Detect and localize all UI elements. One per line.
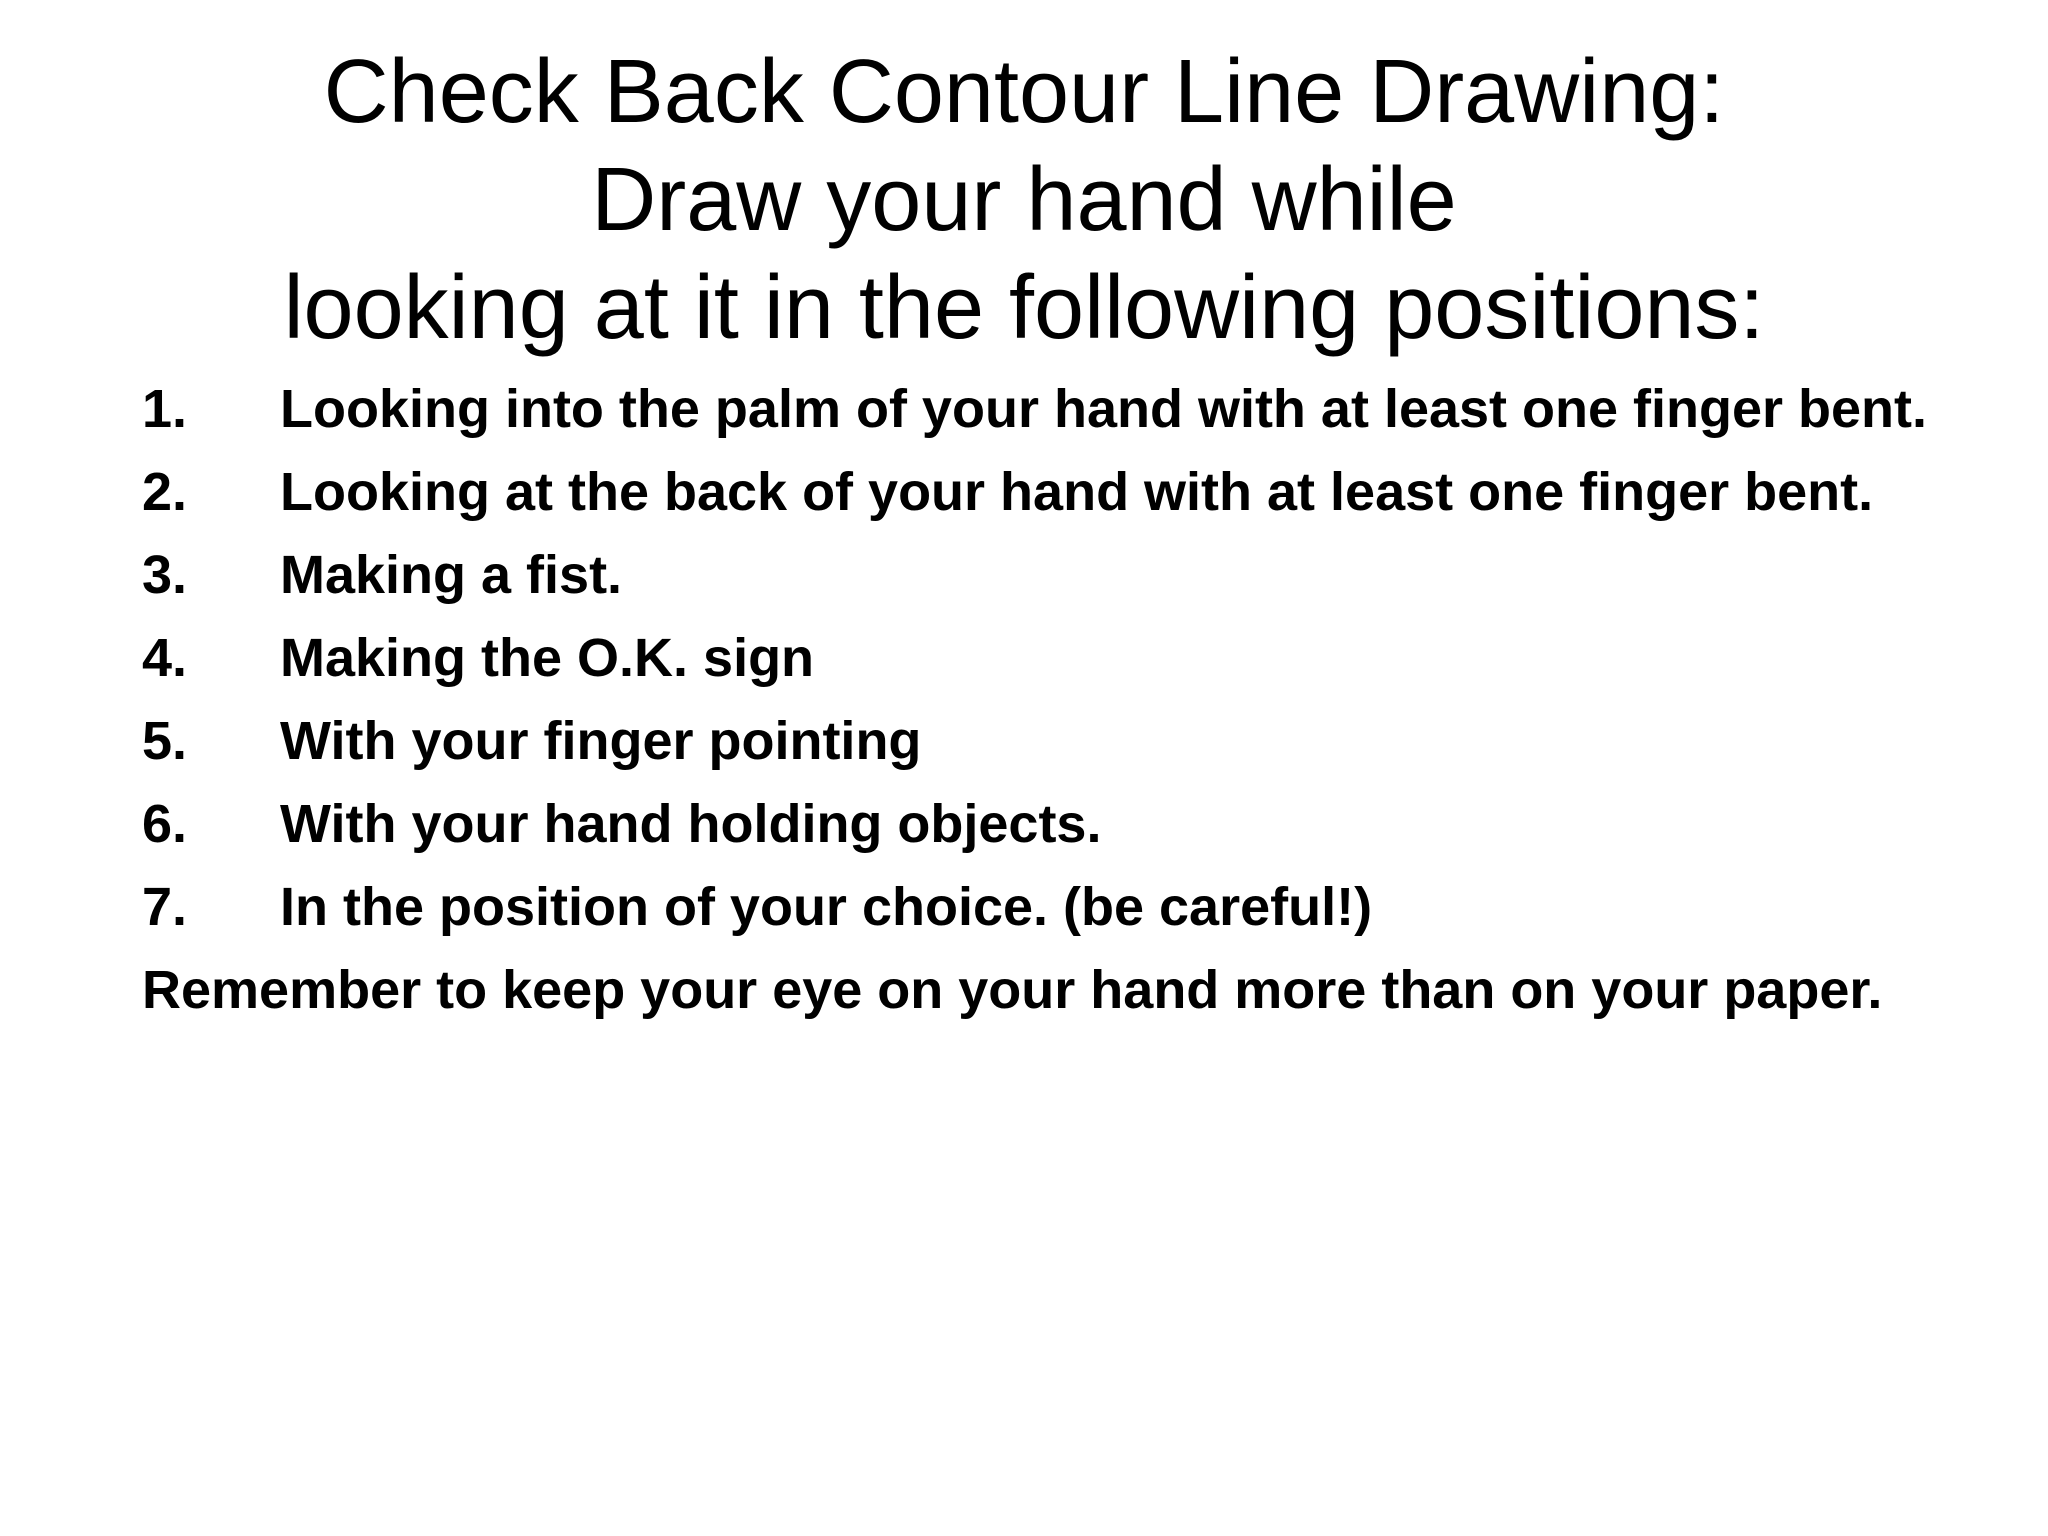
list-number: 5. [142,711,188,771]
list-text: In the position of your choice. (be careful!) [280,877,1373,937]
list-text: With your finger pointing [280,711,922,771]
instruction-list [142,375,1942,1024]
list-text: Making the O.K. sign [280,628,815,688]
list-number: 7. [142,877,188,937]
title-line-1: Check Back Contour Line Drawing: [323,42,1725,142]
title-line-2: Draw your hand while [591,150,1457,250]
list-number: 6. [142,794,188,854]
list-text: Looking at the back of your hand with at least one finger bent. [280,462,1874,522]
list-item-3 [142,541,1942,609]
list-number: 1. [142,379,188,439]
list-text: Looking into the palm of your hand with at least one finger bent. [280,379,1928,439]
title-line-3: looking at it in the following positions: [283,258,1765,358]
list-item-6 [142,790,1942,858]
list-item-1 [142,375,1942,443]
list-text: Making a fist. [280,545,623,605]
list-number: 3. [142,545,188,605]
reminder-note: Remember to keep your eye on your hand more than on your paper. [142,960,1883,1020]
list-item-2 [142,458,1942,526]
list-item-4 [142,624,1942,692]
list-item-7 [142,873,1942,941]
list-item-5 [142,707,1942,775]
slide-title [0,38,2048,362]
list-number: 2. [142,462,188,522]
list-number: 4. [142,628,188,688]
list-text: With your hand holding objects. [280,794,1102,854]
